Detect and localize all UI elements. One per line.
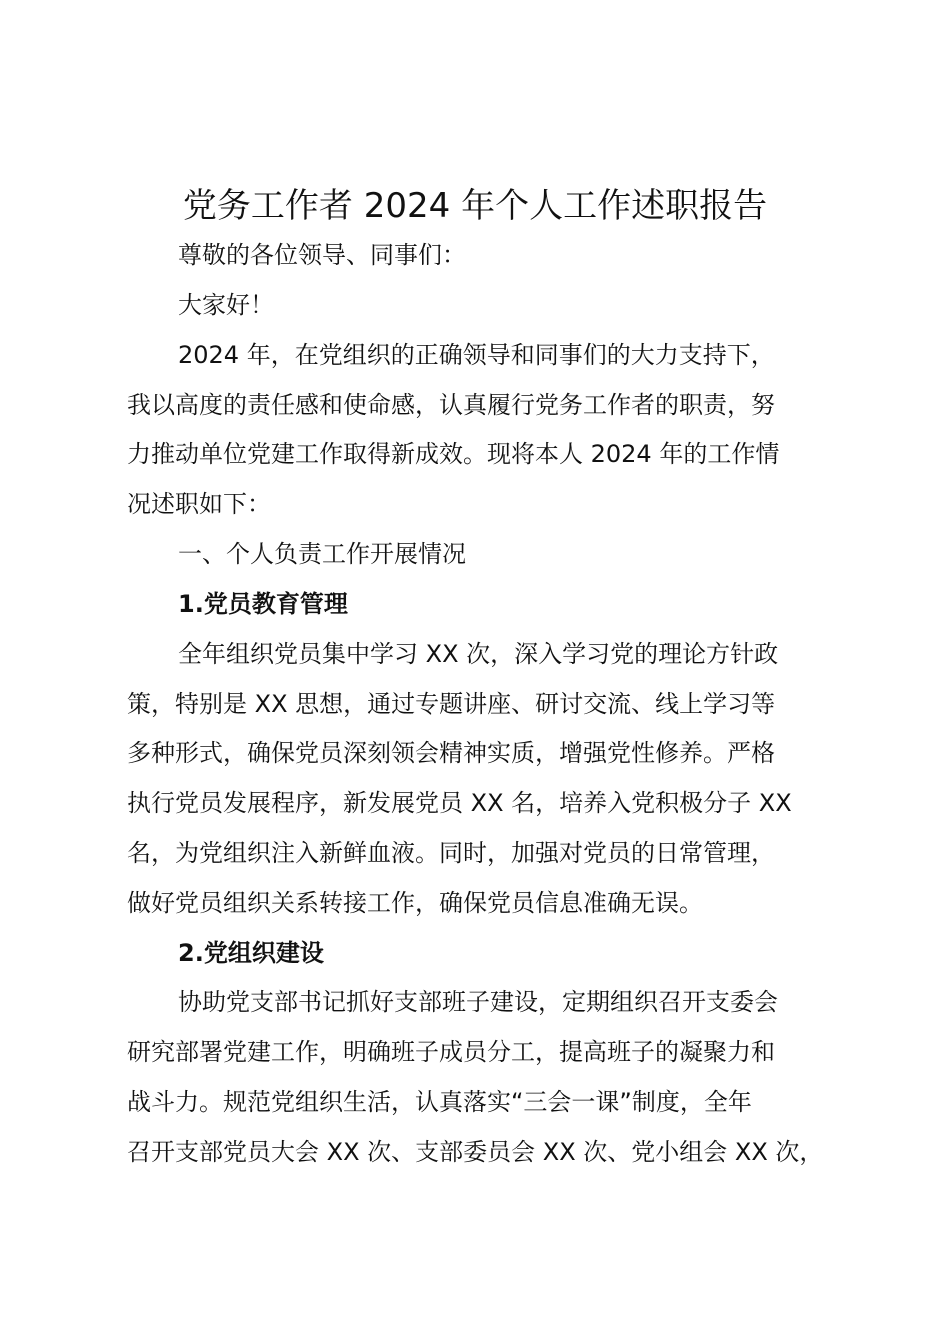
section-heading: 一、个人负责工作开展情况 [178,540,466,568]
body-line: 全年组织党员集中学习 XX 次，深入学习党的理论方针政 [178,640,779,668]
body-line: 战斗力。规范党组织生活，认真落实“三会一课”制度，全年 [127,1088,752,1116]
intro-line: 力推动单位党建工作取得新成效。现将本人 2024 年的工作情 [127,440,780,468]
body-line: 做好党员组织关系转接工作，确保党员信息准确无误。 [127,889,703,917]
body-line: 协助党支部书记抓好支部班子建设，定期组织召开支委会 [178,988,778,1016]
document-title: 党务工作者 2024 年个人工作述职报告 [182,186,768,226]
body-line: 名，为党组织注入新鲜血液。同时，加强对党员的日常管理， [127,839,775,867]
intro-line: 2024 年，在党组织的正确领导和同事们的大力支持下， [178,341,775,369]
subsection-heading: 1.党员教育管理 [178,590,348,618]
subsection-heading: 2.党组织建设 [178,939,324,967]
body-line: 召开支部党员大会 XX 次、支部委员会 XX 次、党小组会 XX 次， [127,1138,824,1166]
intro-line: 况述职如下： [127,490,271,518]
greeting: 大家好！ [178,291,274,319]
salutation: 尊敬的各位领导、同事们： [178,241,466,269]
body-line: 研究部署党建工作，明确班子成员分工，提高班子的凝聚力和 [127,1038,775,1066]
body-line: 执行党员发展程序，新发展党员 XX 名，培养入党积极分子 XX [127,789,792,817]
body-line: 策，特别是 XX 思想，通过专题讲座、研讨交流、线上学习等 [127,690,776,718]
body-line: 多种形式，确保党员深刻领会精神实质，增强党性修养。严格 [127,739,775,767]
intro-line: 我以高度的责任感和使命感，认真履行党务工作者的职责，努 [127,391,775,419]
